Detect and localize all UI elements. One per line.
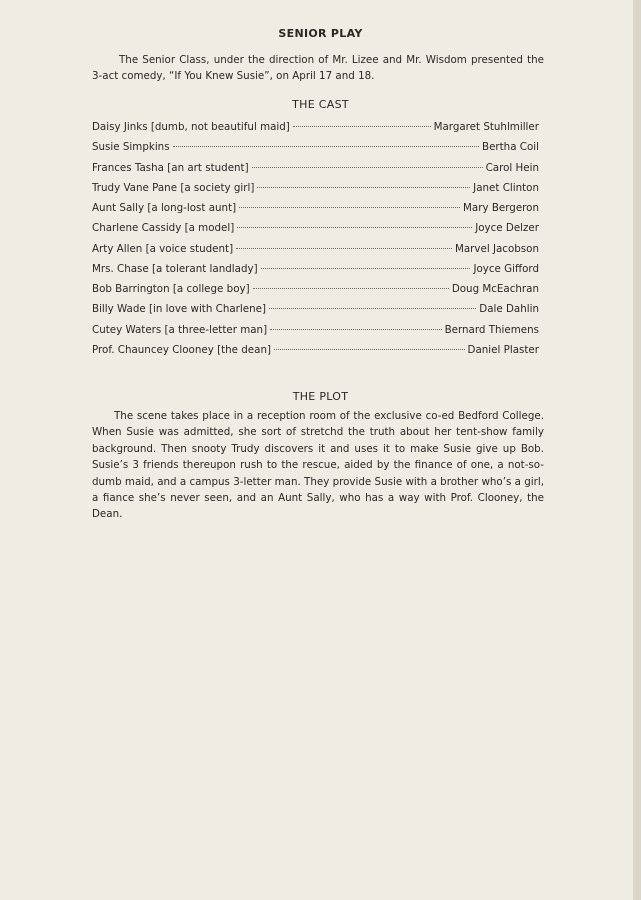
cast-role: Susie Simpkins	[92, 141, 170, 154]
cast-role: Mrs. Chase [a tolerant landlady]	[92, 262, 258, 275]
cast-role: Charlene Cassidy [a model]	[92, 222, 235, 235]
cast-row	[92, 182, 539, 202]
dot-leader	[237, 227, 472, 228]
dot-leader	[270, 329, 441, 330]
cast-row	[92, 283, 539, 303]
cast-actor: Daniel Plaster	[467, 343, 539, 356]
cast-role: Aunt Sally [a long-lost aunt]	[92, 202, 237, 214]
cast-row	[92, 202, 539, 222]
cast-actor: Marvel Jacobson	[454, 242, 539, 255]
dot-leader	[173, 146, 479, 147]
page-edge	[633, 0, 641, 900]
dot-leader	[293, 126, 431, 127]
cast-actor: Bernard Thiemens	[444, 323, 539, 336]
dot-leader	[239, 207, 460, 208]
cast-heading: THE CAST	[292, 98, 349, 111]
dot-leader	[253, 288, 449, 289]
cast-row	[92, 222, 539, 242]
plot-heading: THE PLOT	[292, 390, 349, 403]
cast-row	[92, 344, 539, 364]
cast-actor: Doug McEachran	[451, 283, 539, 295]
cast-role: Arty Allen [a voice student]	[92, 242, 234, 255]
dot-leader	[269, 308, 476, 309]
cast-row	[92, 263, 539, 283]
cast-actor: Mary Bergeron	[463, 202, 539, 214]
cast-role: Cutey Waters [a three-letter man]	[92, 323, 268, 336]
cast-actor: Dale Dahlin	[479, 303, 539, 316]
cast-row	[92, 162, 539, 182]
cast-role: Prof. Chauncey Clooney [the dean]	[92, 343, 271, 356]
cast-actor: Bertha Coil	[482, 141, 539, 154]
plot-paragraph: The scene takes place in a reception room of the exclusive co-ed Bedford College. When Susie was admitted, she sort of stretchd the truth about her tent-show family background. Then snooty Trudy discovers it and uses it to make Susie give up Bob. Susie’s 3 friends thereupon rush to the rescue, aided by the finance of one, a not-so-dumb maid, and a campus 3-letter man. They provide Susie with a brother who’s a girl, a fiance she’s never seen, and an Aunt Sally, who has a way with Prof. Clooney, the Dean.	[92, 410, 544, 521]
cast-row	[92, 141, 539, 161]
cast-role: Frances Tasha [an art student]	[92, 161, 249, 174]
cast-actor: Janet Clinton	[473, 181, 539, 194]
intro-paragraph: The Senior Class, under the direction of Mr. Lizee and Mr. Wisdom presented the 3-act comedy, “If You Knew Susie”, on April 17 and 18.	[92, 54, 544, 83]
cast-actor: Joyce Gifford	[473, 262, 539, 275]
cast-role: Trudy Vane Pane [a society girl]	[92, 181, 255, 194]
cast-row	[92, 121, 539, 141]
cast-actor: Joyce Delzer	[475, 222, 539, 235]
cast-list	[92, 121, 539, 364]
dot-leader	[257, 187, 470, 188]
cast-role: Daisy Jinks [dumb, not beautiful maid]	[92, 121, 290, 133]
cast-actor: Margaret Stuhlmiller	[433, 121, 539, 133]
cast-row	[92, 243, 539, 263]
dot-leader	[252, 167, 483, 168]
page-title: SENIOR PLAY	[278, 27, 363, 40]
cast-role: Billy Wade [in love with Charlene]	[92, 303, 266, 316]
cast-row	[92, 303, 539, 323]
dot-leader	[236, 248, 452, 249]
cast-actor: Carol Hein	[485, 161, 539, 174]
dot-leader	[261, 268, 471, 269]
cast-row	[92, 324, 539, 344]
dot-leader	[274, 349, 465, 350]
cast-role: Bob Barrington [a college boy]	[92, 283, 250, 295]
